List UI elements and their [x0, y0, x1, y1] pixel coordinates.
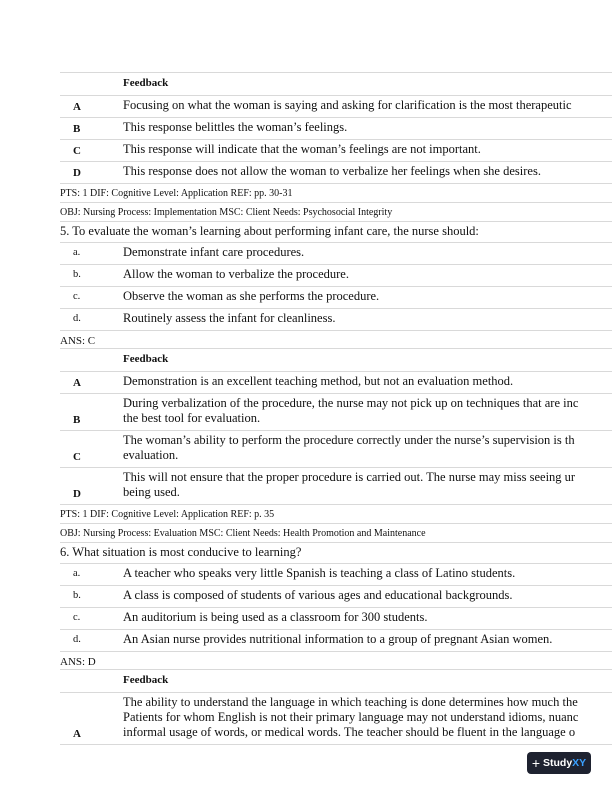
- option-row: [60, 564, 612, 586]
- feedback-header-row: [60, 349, 612, 372]
- feedback-key: D: [73, 488, 81, 500]
- feedback-line: During verbalization of the procedure, the nurse may not pick up on techniques that are inc: [123, 396, 579, 410]
- feedback-header: Feedback: [123, 77, 169, 89]
- option-key: a.: [73, 568, 81, 579]
- option-key: b.: [73, 590, 81, 601]
- option-text: Routinely assess the infant for cleanliness.: [123, 311, 336, 325]
- option-key: b.: [73, 269, 81, 280]
- feedback-key: A: [73, 728, 81, 740]
- feedback-row: [60, 431, 612, 468]
- studyxy-badge[interactable]: [527, 752, 591, 774]
- obj-line: OBJ: Nursing Process: Evaluation MSC: Client Needs: Health Promotion and Maintenance: [60, 524, 612, 543]
- feedback-line: This response does not allow the woman to verbalize her feelings when she desires.: [123, 164, 541, 178]
- feedback-key: A: [73, 377, 81, 389]
- feedback-key: D: [73, 167, 81, 179]
- feedback-text: [123, 140, 612, 161]
- option-text: An auditorium is being used as a classroom for 300 students.: [123, 610, 428, 624]
- option-text: An Asian nurse provides nutritional information to a group of pregnant Asian women.: [123, 632, 553, 646]
- feedback-text: [123, 394, 612, 430]
- option-key: d.: [73, 634, 81, 645]
- answer-key: ANS: D: [60, 656, 96, 668]
- option-key: c.: [73, 612, 81, 623]
- feedback-line: being used.: [123, 485, 180, 499]
- option-row: [60, 287, 612, 309]
- feedback-row: [60, 162, 612, 184]
- feedback-line: This response will indicate that the woman’s feelings are not important.: [123, 142, 481, 156]
- feedback-line: The woman’s ability to perform the procedure correctly under the nurse’s supervision is th: [123, 433, 575, 447]
- brand-prefix: Study: [543, 757, 573, 769]
- feedback-header-row: [60, 73, 612, 96]
- feedback-key: A: [73, 101, 81, 113]
- option-row: [60, 630, 612, 652]
- feedback-key-blank: [60, 349, 123, 354]
- feedback-header-row: [60, 670, 612, 693]
- feedback-key-blank: [60, 73, 123, 78]
- feedback-row: [60, 372, 612, 394]
- option-text: A teacher who speaks very little Spanish is teaching a class of Latino students.: [123, 566, 516, 580]
- option-key: d.: [73, 313, 81, 324]
- option-key: c.: [73, 291, 81, 302]
- option-row: [60, 243, 612, 265]
- feedback-text: [123, 693, 612, 744]
- feedback-header: Feedback: [123, 353, 169, 365]
- feedback-line: Focusing on what the woman is saying and asking for clarification is the most therapeutic: [123, 98, 572, 112]
- option-text: A class is composed of students of various ages and educational backgrounds.: [123, 588, 513, 602]
- feedback-line: This will not ensure that the proper procedure is carried out. The nurse may miss seeing ur: [123, 470, 576, 484]
- obj-line: OBJ: Nursing Process: Implementation MSC: Client Needs: Psychosocial Integrity: [60, 203, 612, 222]
- feedback-text: [123, 468, 612, 504]
- feedback-text: [123, 118, 612, 139]
- option-key: a.: [73, 247, 81, 258]
- option-row: [60, 265, 612, 287]
- feedback-row: [60, 394, 612, 431]
- feedback-line: The ability to understand the language in which teaching is done determines how much the: [123, 695, 578, 709]
- feedback-header: Feedback: [123, 674, 169, 686]
- pts-line: PTS: 1 DIF: Cognitive Level: Application REF: p. 35: [60, 505, 612, 524]
- option-text: Observe the woman as she performs the procedure.: [123, 289, 380, 303]
- question-text: 6. What situation is most conducive to learning?: [60, 543, 612, 564]
- pts-line: PTS: 1 DIF: Cognitive Level: Application REF: pp. 30-31: [60, 184, 612, 203]
- feedback-text: [123, 372, 612, 393]
- feedback-row: [60, 96, 612, 118]
- feedback-text: [123, 162, 612, 183]
- option-row: [60, 608, 612, 630]
- answer-key: ANS: C: [60, 335, 96, 347]
- feedback-key: B: [73, 414, 81, 426]
- feedback-key: C: [73, 145, 81, 157]
- feedback-line: This response belittles the woman’s feelings.: [123, 120, 348, 134]
- brand-suffix: XY: [572, 757, 587, 769]
- feedback-line: evaluation.: [123, 448, 179, 462]
- feedback-line: Demonstration is an excellent teaching method, but not an evaluation method.: [123, 374, 514, 388]
- option-row: [60, 309, 612, 331]
- feedback-text: [123, 96, 612, 117]
- feedback-row: [60, 693, 612, 745]
- option-row: [60, 586, 612, 608]
- feedback-key: C: [73, 451, 81, 463]
- feedback-line: Patients for whom English is not their primary language may not understand idioms, nuanc: [123, 710, 579, 724]
- feedback-line: the best tool for evaluation.: [123, 411, 261, 425]
- feedback-line: informal usage of words, or medical words. The teacher should be fluent in the language o: [123, 725, 576, 739]
- option-text: Allow the woman to verbalize the procedure.: [123, 267, 349, 281]
- plus-icon: +: [531, 755, 540, 771]
- feedback-key-blank: [60, 670, 123, 675]
- feedback-row: [60, 468, 612, 505]
- feedback-row: [60, 140, 612, 162]
- option-text: Demonstrate infant care procedures.: [123, 245, 305, 259]
- feedback-row: [60, 118, 612, 140]
- question-text: 5. To evaluate the woman’s learning about performing infant care, the nurse should:: [60, 222, 612, 243]
- document-content: [60, 72, 612, 745]
- feedback-text: [123, 431, 612, 467]
- feedback-key: B: [73, 123, 81, 135]
